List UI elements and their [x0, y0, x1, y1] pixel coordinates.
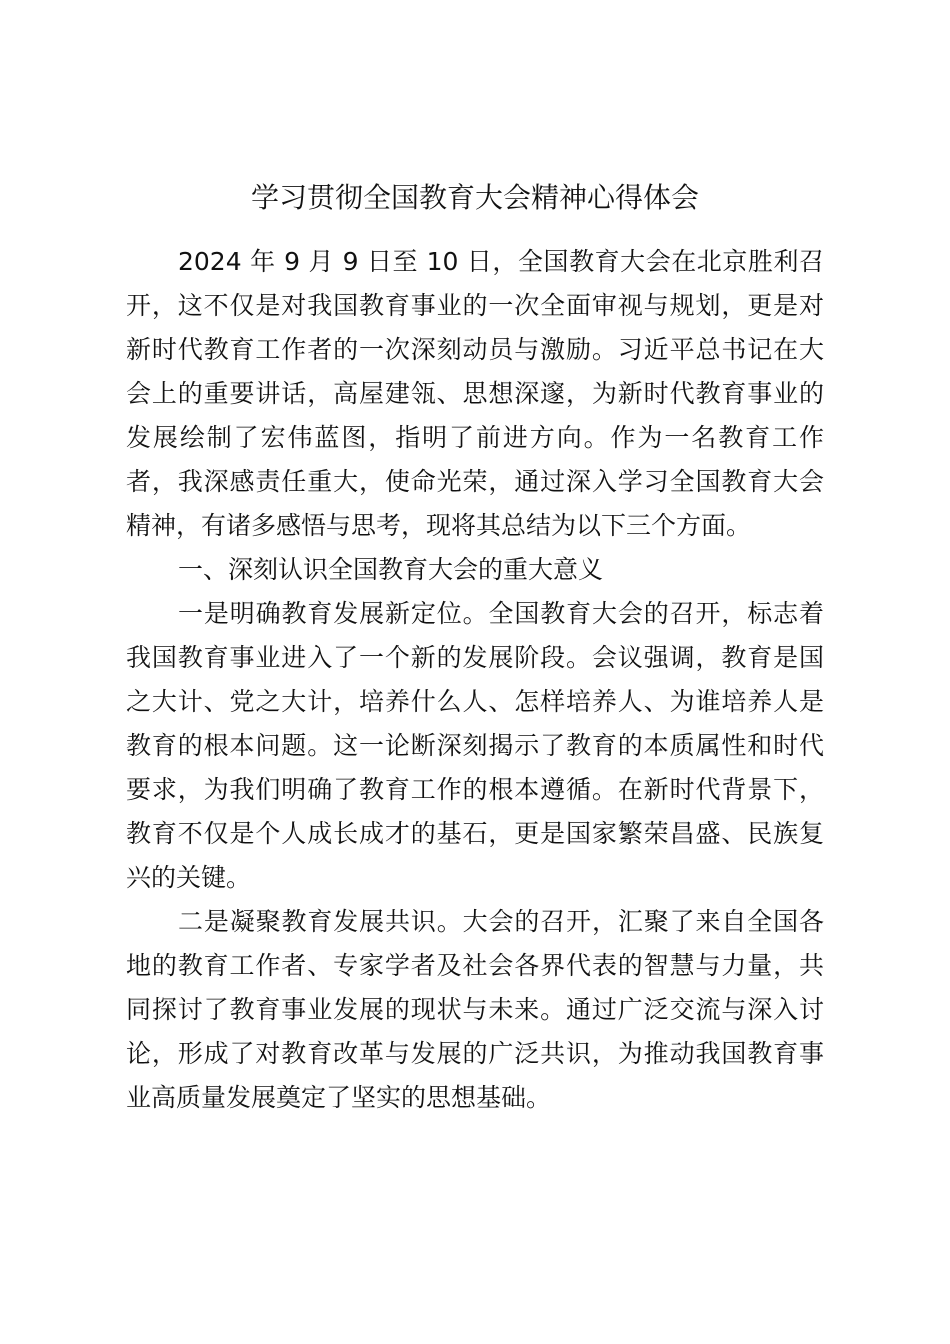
paragraph-3-line-2: 地的教育工作者、专家学者及社会各界代表的智慧与力量，共	[126, 951, 824, 980]
paragraph-2-line-7: 兴的关键。	[126, 863, 252, 892]
paragraph-1-line-7: 精神，有诸多感悟与思考，现将其总结为以下三个方面。	[126, 511, 752, 540]
paragraph-2-line-1: 一是明确教育发展新定位。全国教育大会的召开，标志着	[178, 599, 824, 628]
paragraph-1-line-2: 开，这不仅是对我国教育事业的一次全面审视与规划，更是对	[126, 291, 824, 320]
paragraph-3-line-3: 同探讨了教育事业发展的现状与未来。通过广泛交流与深入讨	[126, 995, 824, 1024]
paragraph-1-line-3: 新时代教育工作者的一次深刻动员与激励。习近平总书记在大	[126, 335, 824, 364]
paragraph-1-line-6: 者，我深感责任重大，使命光荣，通过深入学习全国教育大会	[126, 467, 824, 496]
paragraph-2-line-2: 我国教育事业进入了一个新的发展阶段。会议强调，教育是国	[126, 643, 824, 672]
paragraph-3-line-4: 论，形成了对教育改革与发展的广泛共识，为推动我国教育事	[126, 1039, 824, 1068]
document-title: 学习贯彻全国教育大会精神心得体会	[250, 181, 699, 214]
document-body	[126, 240, 824, 1120]
paragraph-1-line-4: 会上的重要讲话，高屋建瓴、思想深邃，为新时代教育事业的	[126, 379, 824, 408]
paragraph-1-line-1: 2024 年 9 月 9 日至 10 日，全国教育大会在北京胜利召	[178, 247, 824, 276]
paragraph-3-line-5: 业高质量发展奠定了坚实的思想基础。	[126, 1083, 552, 1112]
section-heading-1: 一、深刻认识全国教育大会的重大意义	[178, 555, 604, 584]
paragraph-2-line-5: 要求，为我们明确了教育工作的根本遵循。在新时代背景下，	[126, 775, 824, 804]
paragraph-3-line-1: 二是凝聚教育发展共识。大会的召开，汇聚了来自全国各	[178, 907, 824, 936]
paragraph-2-line-3: 之大计、党之大计，培养什么人、怎样培养人、为谁培养人是	[126, 687, 824, 716]
paragraph-1-line-5: 发展绘制了宏伟蓝图，指明了前进方向。作为一名教育工作	[126, 423, 824, 452]
paragraph-2-line-4: 教育的根本问题。这一论断深刻揭示了教育的本质属性和时代	[126, 731, 824, 760]
paragraph-2-line-6: 教育不仅是个人成长成才的基石，更是国家繁荣昌盛、民族复	[126, 819, 824, 848]
